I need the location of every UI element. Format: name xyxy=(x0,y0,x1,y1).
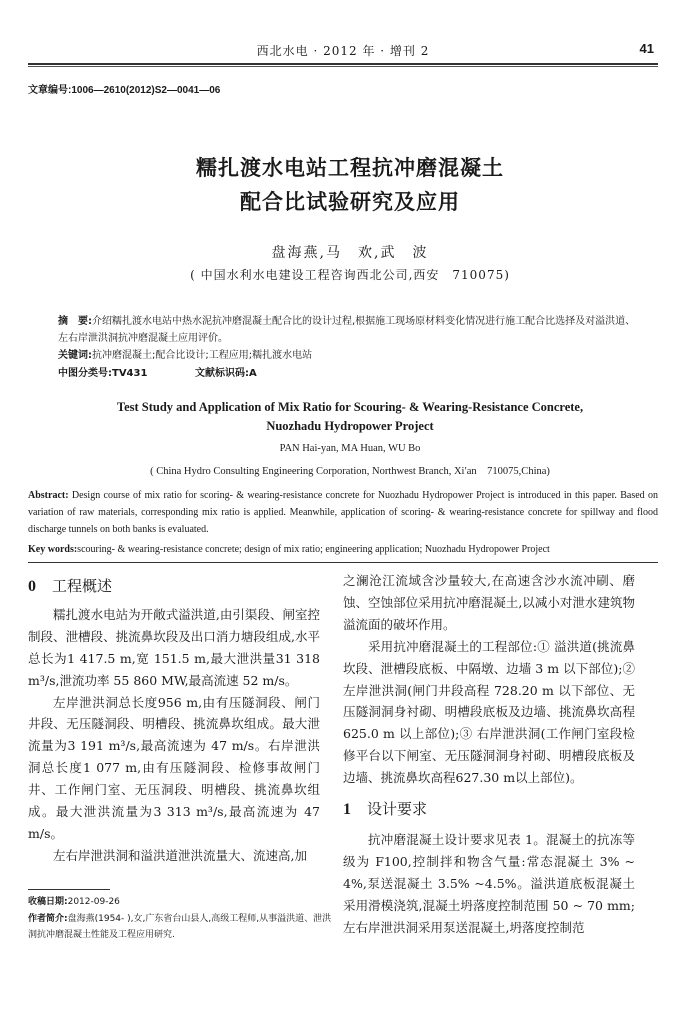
paragraph: 左岸泄洪洞总长度956 m,由有压隧洞段、闸门井段、无压隧洞段、明槽段、挑流鼻坎组成。最大泄流量为3 191 m³/s,最高流速为 47 m/s。右岸泄洪洞总长度1 077 m,由有压隧洞段、检修事故闸门井、工作闸门室、无压洞段、明槽段、挑流鼻坎组成。最大泄洪流量为3 313 m³/s,最高流速为 47 m/s。 xyxy=(28,694,320,841)
body-column-right xyxy=(343,570,635,939)
abstract-cn xyxy=(58,313,638,347)
keywords-cn-text: 抗冲磨混凝土;配合比设计;工程应用;糯扎渡水电站 xyxy=(92,350,313,361)
title-en-line2: Nuozhadu Hydropower Project xyxy=(266,419,434,433)
keywords-en xyxy=(28,541,658,558)
paragraph: 采用抗冲磨混凝土的工程部位:① 溢洪道(挑流鼻坎段、泄槽段底板、中隔墩、边墙 3 m 以下部位);② 左岸泄洪洞(闸门井段高程 728.20 m 以下部位、无压隧洞洞身衬砌、明槽段底板及边墙、挑流鼻坎高程 625.0 m 以上部位);③ 右岸泄洪洞(工作闸门室段检修平台以下闸室、无压隧洞洞身衬砌、明槽段底板及边墙、挑流鼻坎高程627.30 m以上部位)。 xyxy=(343,638,635,786)
abstract-cn-text: 介绍糯扎渡水电站中热水泥抗冲磨混凝土配合比的设计过程,根据施工现场原材料变化情况进行施工配合比选择及对溢洪道、左右岸泄洪洞抗冲磨混凝土应用评价。 xyxy=(58,316,636,344)
paragraph: 之澜沧江流域含沙量较大,在高速含沙水流冲刷、磨蚀、空蚀部位采用抗冲磨混凝土,以减小对泄水建筑物溢流面的破坏作用。 xyxy=(343,573,635,632)
section-0-title: 工程概述 xyxy=(52,577,113,595)
author-bio-label: 作者简介: xyxy=(28,914,68,924)
footnote-author xyxy=(28,911,338,943)
abstract-rule xyxy=(28,562,658,563)
keywords-en-label: Key words: xyxy=(28,544,78,555)
section-1-heading xyxy=(343,799,635,821)
keywords-cn-label: 关键词: xyxy=(58,350,92,361)
affiliation-en: ( China Hydro Consulting Engineering Corporation, Northwest Branch, Xi′an 710075,China) xyxy=(150,466,550,477)
paragraph: 左右岸泄洪洞和溢洪道泄洪流量大、流速高,加 xyxy=(53,847,307,863)
running-header xyxy=(28,38,658,62)
section-1-title: 设计要求 xyxy=(367,800,428,819)
title-en-line1: Test Study and Application of Mix Ratio for Scouring- & Wearing-Resistance Concrete, xyxy=(116,400,584,414)
classification-cn xyxy=(58,365,638,382)
body-column-left xyxy=(28,576,320,867)
section-0-number: 0 xyxy=(28,578,36,595)
footnote-received xyxy=(28,893,328,912)
article-number: 文章编号:1006—2610(2012)S2—0041—06 xyxy=(28,85,221,96)
page-number: 41 xyxy=(639,41,654,56)
author-bio: 盘海燕(1954- ),女,广东省台山县人,高级工程师,从事溢洪道、泄洪洞抗冲磨混凝土性能及工程应用研究. xyxy=(28,914,332,940)
keywords-en-text: scouring- & wearing-resistance concrete; design of mix ratio; engineering application; Nuozhadu Hydropower Project xyxy=(77,544,550,555)
header-rule xyxy=(28,63,658,65)
clc-label: 中图分类号: xyxy=(58,368,112,379)
abstract-cn-label: 摘 要: xyxy=(58,316,92,327)
section-1-number: 1 xyxy=(343,801,351,819)
authors-cn: 盘海燕,马 欢,武 波 xyxy=(271,245,429,261)
doc-code-label: 文献标识码: xyxy=(195,368,249,379)
footnote-rule xyxy=(28,889,110,890)
abstract-en-text: Design course of mix ratio for scoring- & wearing-resistance concrete for Nuozhadu Hydropower Project is introduced in this paper. Based on variation of raw materials, corresponding mix ratio is applied. Meanwhile, application of scoring- & wearing-resistance concrete for spillway and flood discharge tunnels on both banks is evaluated. xyxy=(28,490,658,535)
paragraph: 抗冲磨混凝土设计要求见表 1。混凝土的抗冻等级为 F100,控制拌和物含气量:常态混凝土 3% ~ 4%,泵送混凝土 3.5% ~4.5%。溢洪道底板混凝土采用滑模浇筑,混凝土坍落度控制范围 50 ~ 70 mm;左右岸泄洪洞采用泵送混凝土,坍落度控制范 xyxy=(343,831,635,935)
title-cn-line1: 糯扎渡水电站工程抗冲磨混凝土 xyxy=(196,156,504,180)
paragraph: 糯扎渡水电站为开敞式溢洪道,由引渠段、闸室控制段、泄槽段、挑流鼻坎段及出口消力塘段组成,水平总长为1 417.5 m,宽 151.5 m,最大泄洪量31 318 m³/s,泄流功率 55 860 MW,最高流速 52 m/s。 xyxy=(28,606,320,688)
affiliation-cn: ( 中国水利水电建设工程咨询西北公司,西安 710075) xyxy=(190,268,510,282)
journal-name: 西北水电 · 2012 年 · 增刊 2 xyxy=(256,44,430,58)
clc-value: TV431 xyxy=(112,368,148,379)
title-cn-line2: 配合比试验研究及应用 xyxy=(240,190,460,214)
abstract-en xyxy=(28,487,658,538)
authors-en: PAN Hai-yan, MA Huan, WU Bo xyxy=(279,443,421,454)
keywords-cn xyxy=(58,347,638,364)
received-label: 收稿日期: xyxy=(28,897,68,907)
header-rule-thin xyxy=(28,66,658,67)
received-date: 2012-09-26 xyxy=(67,897,120,907)
abstract-en-label: Abstract: xyxy=(28,490,69,501)
doc-code-value: A xyxy=(249,368,257,379)
section-0-heading xyxy=(28,576,320,598)
